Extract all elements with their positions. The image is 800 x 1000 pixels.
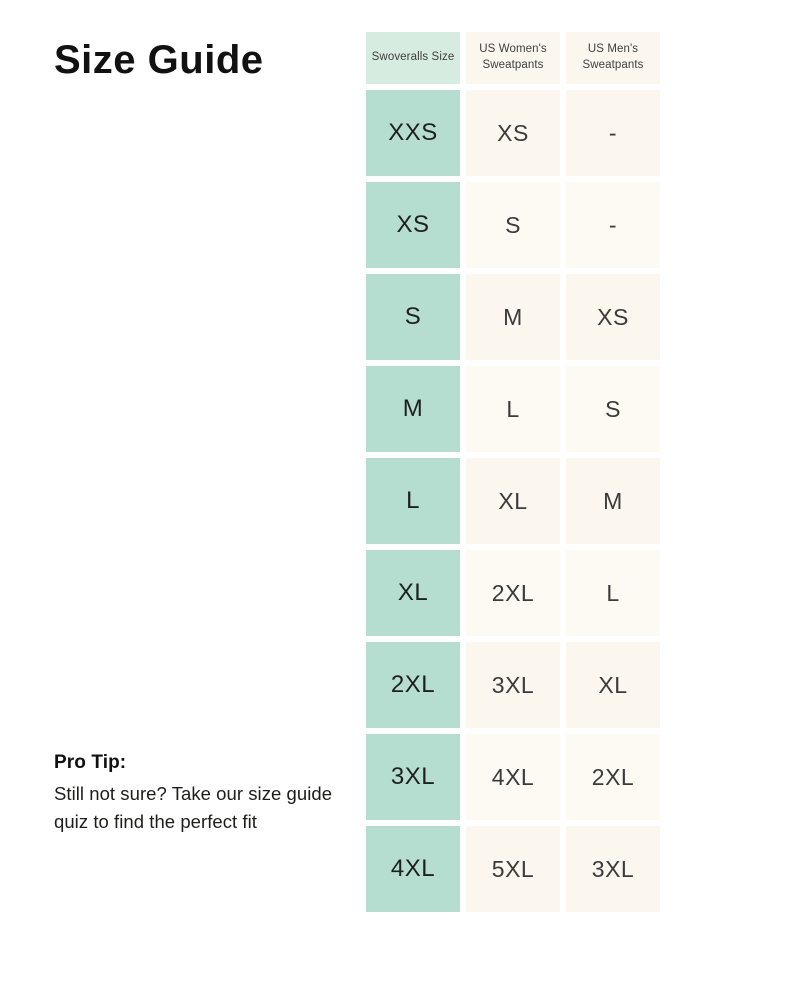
table-body — [366, 90, 660, 912]
cell-swoveralls-size: M — [366, 366, 460, 452]
pro-tip-text: Still not sure? Take our size guide quiz to find the perfect fit — [54, 783, 333, 833]
table-row — [366, 366, 660, 452]
pro-tip-heading: Pro Tip: — [54, 752, 127, 773]
cell-mens-size: M — [566, 458, 660, 544]
cell-mens-size: 2XL — [566, 734, 660, 820]
size-conversion-table — [360, 26, 666, 918]
page-title: Size Guide — [54, 38, 264, 82]
cell-womens-size: S — [466, 182, 560, 268]
table-row — [366, 550, 660, 636]
column-header-swoveralls: Swoveralls Size — [366, 32, 460, 84]
left-column — [54, 0, 354, 1000]
cell-swoveralls-size: L — [366, 458, 460, 544]
cell-mens-size: 3XL — [566, 826, 660, 912]
cell-mens-size: XL — [566, 642, 660, 728]
column-header-us-mens: US Men's Sweatpants — [566, 32, 660, 84]
table-row — [366, 182, 660, 268]
table-header-row — [366, 32, 660, 84]
cell-mens-size: L — [566, 550, 660, 636]
cell-mens-size: - — [566, 182, 660, 268]
cell-swoveralls-size: S — [366, 274, 460, 360]
cell-mens-size: XS — [566, 274, 660, 360]
cell-swoveralls-size: XL — [366, 550, 460, 636]
cell-womens-size: 5XL — [466, 826, 560, 912]
cell-womens-size: 4XL — [466, 734, 560, 820]
cell-swoveralls-size: XXS — [366, 90, 460, 176]
cell-mens-size: - — [566, 90, 660, 176]
pro-tip-block — [54, 752, 334, 837]
cell-mens-size: S — [566, 366, 660, 452]
cell-womens-size: L — [466, 366, 560, 452]
cell-swoveralls-size: 2XL — [366, 642, 460, 728]
cell-swoveralls-size: 3XL — [366, 734, 460, 820]
table-row — [366, 90, 660, 176]
cell-swoveralls-size: XS — [366, 182, 460, 268]
cell-womens-size: XS — [466, 90, 560, 176]
table-row — [366, 274, 660, 360]
table-row — [366, 826, 660, 912]
cell-womens-size: 3XL — [466, 642, 560, 728]
cell-swoveralls-size: 4XL — [366, 826, 460, 912]
table-row — [366, 642, 660, 728]
table-row — [366, 734, 660, 820]
table-row — [366, 458, 660, 544]
cell-womens-size: 2XL — [466, 550, 560, 636]
column-header-us-womens: US Women's Sweatpants — [466, 32, 560, 84]
cell-womens-size: XL — [466, 458, 560, 544]
table-header — [366, 32, 660, 84]
cell-womens-size: M — [466, 274, 560, 360]
